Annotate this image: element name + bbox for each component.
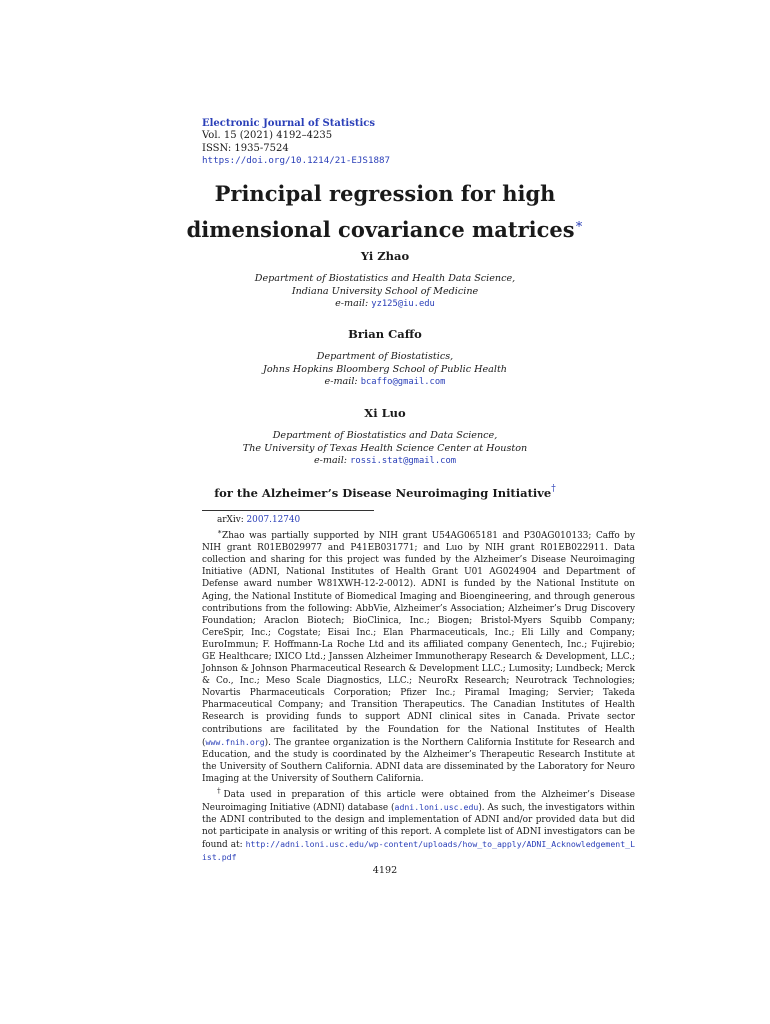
affiliation-line: Indiana University School of Medicine (291, 285, 479, 297)
email-line (150, 298, 620, 311)
title-line-1: Principal regression for high (214, 181, 556, 206)
affiliation-line: The University of Texas Health Science Center at Houston (242, 442, 528, 454)
author-group (150, 484, 620, 500)
group-footnote-mark[interactable]: † (551, 484, 556, 494)
journal-name[interactable]: Electronic Journal of Statistics (202, 118, 375, 129)
author-name-1: Yi Zhao (360, 249, 410, 263)
author-email-link[interactable]: yz125@iu.edu (371, 299, 435, 310)
journal-issn: ISSN: 1935-7524 (202, 142, 289, 154)
arxiv-label: arXiv: (217, 515, 244, 525)
title-line-2-text: dimensional covariance matrices (186, 217, 575, 242)
author-affiliation-3 (150, 430, 620, 468)
author-email-link[interactable]: rossi.stat@gmail.com (350, 456, 457, 467)
author-name-3: Xi Luo (364, 406, 406, 420)
author-email-link[interactable]: bcaffo@gmail.com (360, 377, 446, 388)
adni-footnote (202, 785, 635, 865)
title-line-2 (150, 209, 620, 245)
footnote-rule (202, 510, 374, 511)
fnih-link[interactable]: www.fnih.org (205, 736, 265, 747)
funding-text-a: Zhao was partially supported by NIH grant U54AG065181 and P30AG010133; Caffo by NIH grant R01EB029977 and P41EB031771; and Luo by NIH grant R01EB022911. Data collection and sharing for this project was funded by the Alzheimer’s Disease Neuroimaging Initiative (ADNI, National Institutes of Health Grant U01 AG024904 and Department of Defense award number W81XWH-12-2-0012). ADNI is funded by the National Institute on Aging, the National Institute of Biomedical Imaging and Bioengineering, and through generous contributions from the following: AbbVie, Alzheimer’s Association; Alzheimer’s Drug Discovery Foundation; Araclon Biotech; BioClinica, Inc.; Biogen; Bristol-Myers Squibb Company; CereSpir, Inc.; Cogstate; Eisai Inc.; Elan Pharmaceuticals, Inc.; Eli Lilly and Company; EuroImmun; F. Hoffmann-La Roche Ltd and its affiliated company Genentech, Inc.; Fujirebio; GE Healthcare; IXICO Ltd.; Janssen Alzheimer Immunotherapy Research & Development, LLC.; Johnson & Johnson Pharmaceutical Research & Development LLC.; Lumosity; Lundbeck; Merck & Co., Inc.; Meso Scale Diagnostics, LLC.; NeuroRx Research; Neurotrack Technologies; Novartis Pharmaceuticals Corporation; Pfizer Inc.; Piramal Imaging; Servier; Takeda Pharmaceutical Company; and Transition Therapeutics. The Canadian Institutes of Health Research is providing funds to support ADNI clinical sites in Canada. Private sector contributions are facilitated by the Foundation for the National Institutes of Health ( (202, 531, 635, 748)
email-line (150, 376, 620, 389)
email-line (150, 455, 620, 468)
email-label: e-mail: (324, 376, 358, 388)
affiliation-line: Department of Biostatistics and Data Science, (272, 430, 498, 441)
author-name-2: Brian Caffo (348, 327, 422, 341)
paper-title (150, 178, 620, 245)
affiliation-line: Department of Biostatistics and Health Data Science, (254, 273, 516, 284)
affiliation-line: Department of Biostatistics, (316, 351, 454, 362)
journal-volume: Vol. 15 (2021) 4192–4235 (202, 130, 333, 142)
title-footnote-mark[interactable]: ∗ (574, 217, 584, 232)
page-number: 4192 (372, 865, 398, 876)
author-affiliation-1 (150, 273, 620, 311)
funding-text-b: ). The grantee organization is the Northern California Institute for Research and Education, and the study is coordinated by the Alzheimer’s Therapeutic Research Institute at the University of Southern California. ADNI data are disseminated by the Laboratory for Neuro Imaging at the University of Southern California. (202, 737, 635, 784)
arxiv-link[interactable]: 2007.12740 (246, 515, 301, 525)
adni-database-link[interactable]: adni.loni.usc.edu (394, 802, 479, 813)
journal-doi-link[interactable]: https://doi.org/10.1214/21-EJS1887 (202, 154, 391, 166)
adni-text-a: Data used in preparation of this article were obtained from the Alzheimer’s Disease Neuroimaging Initiative (ADNI) database ( (202, 790, 635, 814)
funding-footnote-mark: ∗ (217, 527, 223, 537)
adni-acknowledgement-link[interactable]: http://adni.loni.usc.edu/wp-content/uploads/how_to_apply/ADNI_Acknowledgement_List.pdf (202, 839, 635, 863)
email-label: e-mail: (313, 455, 348, 467)
affiliation-line: Johns Hopkins Bloomberg School of Public Health (262, 363, 507, 375)
arxiv-note (202, 514, 635, 526)
author-affiliation-2 (150, 351, 620, 389)
footnotes (202, 514, 635, 865)
funding-footnote (202, 526, 635, 785)
adni-text-b: ). As such, the investigators within the ADNI contributed to the design and implementation of ADNI and/or provided data but did not participate in analysis or writing of this report. A complete list of ADNI investigators can be found at: (202, 803, 635, 851)
adni-footnote-mark: † (217, 786, 224, 796)
email-label: e-mail: (335, 298, 369, 310)
author-group-text: for the Alzheimer’s Disease Neuroimaging Initiative (214, 486, 552, 500)
journal-header (202, 118, 390, 167)
